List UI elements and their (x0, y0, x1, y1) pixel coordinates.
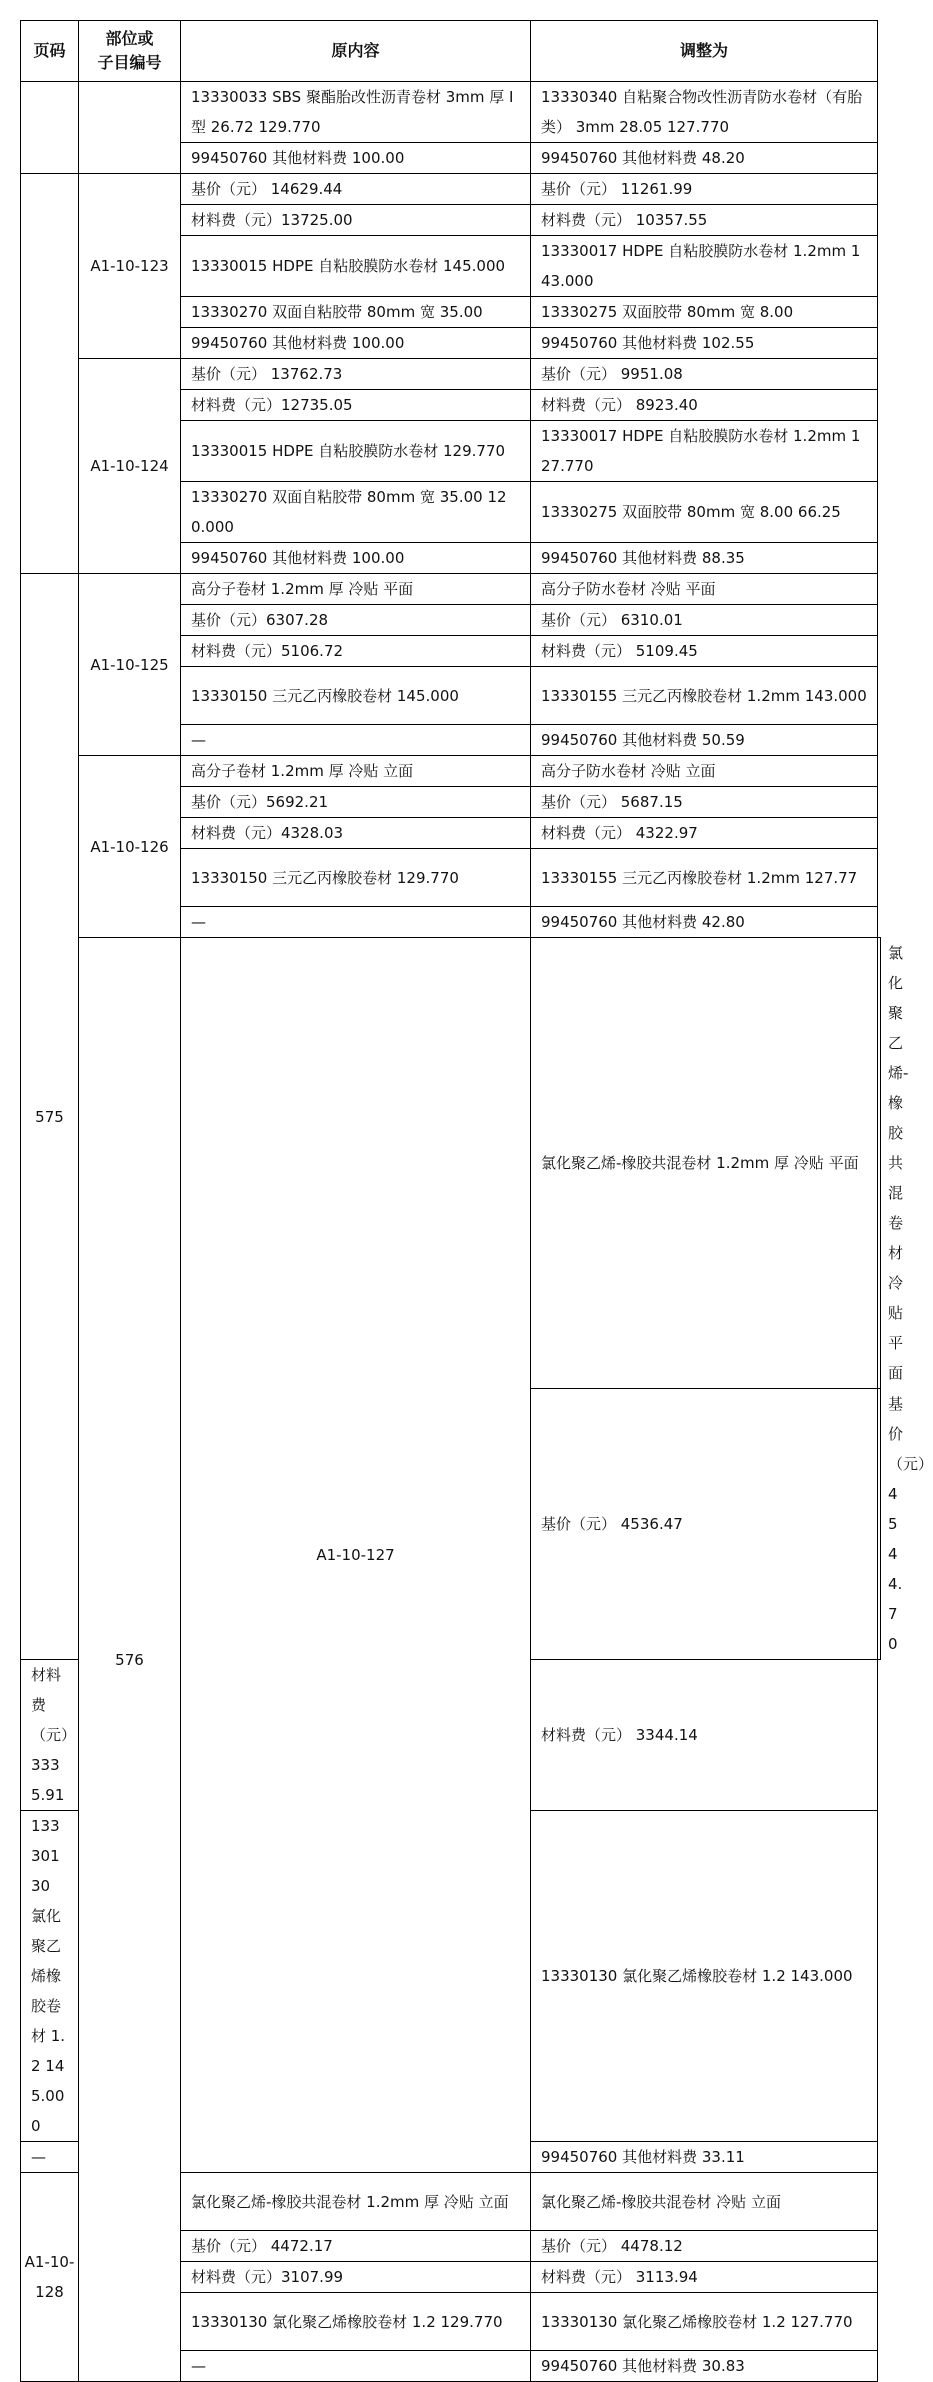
original-cell: 基价（元） 4472.17 (181, 2231, 531, 2262)
adjusted-cell: 基价（元） 5687.15 (531, 787, 878, 818)
adjusted-cell: 基价（元） 4544.70 (878, 1389, 881, 1660)
adjusted-cell: 13330340 自粘聚合物改性沥青防水卷材（有胎类） 3mm 28.05 127.770 (531, 82, 878, 143)
adjusted-cell: 材料费（元） 8923.40 (531, 390, 878, 421)
original-cell: 材料费（元）4328.03 (181, 818, 531, 849)
code-cell: A1-10-126 (79, 756, 181, 938)
original-cell: 13330015 HDPE 自粘胶膜防水卷材 145.000 (181, 236, 531, 297)
adjustment-table (20, 20, 933, 2382)
original-cell: 材料费（元）3107.99 (181, 2262, 531, 2293)
adjusted-cell: 13330130 氯化聚乙烯橡胶卷材 1.2 127.770 (531, 2293, 878, 2351)
original-cell: — (181, 907, 531, 938)
original-cell: 材料费（元）3335.91 (21, 1660, 79, 1811)
page-cell: 575 (21, 574, 79, 1660)
original-cell: 高分子卷材 1.2mm 厚 冷贴 立面 (181, 756, 531, 787)
adjusted-cell: 材料费（元） 4322.97 (531, 818, 878, 849)
adjusted-cell: 99450760 其他材料费 30.83 (531, 2351, 878, 2382)
header-part-line: 部位或 (105, 29, 154, 48)
adjusted-cell: 材料费（元） 10357.55 (531, 205, 878, 236)
adjusted-cell: 99450760 其他材料费 48.20 (531, 143, 878, 174)
adjusted-cell: 高分子防水卷材 冷贴 立面 (531, 756, 878, 787)
table-row (21, 82, 881, 143)
adjusted-cell: 99450760 其他材料费 42.80 (531, 907, 878, 938)
adjusted-cell: 高分子防水卷材 冷贴 平面 (531, 574, 878, 605)
adjusted-cell: 13330275 双面胶带 80mm 宽 8.00 66.25 (531, 482, 878, 543)
original-cell: 基价（元） 14629.44 (181, 174, 531, 205)
original-cell: — (181, 725, 531, 756)
code-cell (79, 82, 181, 174)
header-page: 页码 (21, 21, 79, 82)
code-cell: A1-10-127 (181, 938, 531, 2173)
original-cell: 氯化聚乙烯-橡胶共混卷材 1.2mm 厚 冷贴 立面 (181, 2173, 531, 2231)
table-row (21, 174, 881, 205)
table-header-row (21, 21, 881, 82)
adjusted-cell: 氯化聚乙烯-橡胶共混卷材 冷贴 平面 (878, 938, 881, 1389)
table-row (21, 574, 881, 605)
original-cell: 13330130 氯化聚乙烯橡胶卷材 1.2 129.770 (181, 2293, 531, 2351)
adjusted-cell: 基价（元） 9951.08 (531, 359, 878, 390)
adjusted-cell: 材料费（元） 5109.45 (531, 636, 878, 667)
header-original: 原内容 (181, 21, 531, 82)
adjusted-cell: 13330275 双面胶带 80mm 宽 8.00 (531, 297, 878, 328)
original-cell: 99450760 其他材料费 100.00 (181, 328, 531, 359)
original-cell: 基价（元） 4536.47 (531, 1389, 878, 1660)
header-adjusted: 调整为 (531, 21, 878, 82)
adjusted-cell: 氯化聚乙烯-橡胶共混卷材 冷贴 立面 (531, 2173, 878, 2231)
page-cell (21, 82, 79, 174)
original-cell: 13330130 氯化聚乙烯橡胶卷材 1.2 145.000 (21, 1811, 79, 2142)
original-cell: 13330270 双面自粘胶带 80mm 宽 35.00 (181, 297, 531, 328)
original-cell: 材料费（元）12735.05 (181, 390, 531, 421)
original-cell: 13330150 三元乙丙橡胶卷材 129.770 (181, 849, 531, 907)
original-cell: 基价（元）6307.28 (181, 605, 531, 636)
original-cell: 99450760 其他材料费 100.00 (181, 143, 531, 174)
header-part (79, 21, 181, 82)
original-cell: — (21, 2142, 79, 2173)
adjusted-cell: 基价（元） 11261.99 (531, 174, 878, 205)
original-cell: 13330015 HDPE 自粘胶膜防水卷材 129.770 (181, 421, 531, 482)
page-cell: 576 (79, 938, 181, 2382)
original-cell: 13330033 SBS 聚酯胎改性沥青卷材 3mm 厚 I 型 26.72 129.770 (181, 82, 531, 143)
original-cell: 氯化聚乙烯-橡胶共混卷材 1.2mm 厚 冷贴 平面 (531, 938, 878, 1389)
original-cell: 材料费（元）13725.00 (181, 205, 531, 236)
original-cell: 高分子卷材 1.2mm 厚 冷贴 平面 (181, 574, 531, 605)
adjusted-cell: 材料费（元） 3344.14 (531, 1660, 878, 1811)
original-cell: 13330150 三元乙丙橡胶卷材 145.000 (181, 667, 531, 725)
table-row (21, 756, 881, 787)
original-cell: 基价（元） 13762.73 (181, 359, 531, 390)
adjusted-cell: 基价（元） 6310.01 (531, 605, 878, 636)
adjusted-cell: 99450760 其他材料费 33.11 (531, 2142, 878, 2173)
adjusted-cell: 材料费（元） 3113.94 (531, 2262, 878, 2293)
adjusted-cell: 99450760 其他材料费 50.59 (531, 725, 878, 756)
header-part-line: 子目编号 (97, 53, 162, 72)
adjusted-cell: 99450760 其他材料费 88.35 (531, 543, 878, 574)
adjusted-cell: 13330155 三元乙丙橡胶卷材 1.2mm 127.77 (531, 849, 878, 907)
code-cell: A1-10-128 (21, 2173, 79, 2382)
adjustment-table-sheet (20, 20, 933, 2382)
adjusted-cell: 13330017 HDPE 自粘胶膜防水卷材 1.2mm 127.770 (531, 421, 878, 482)
original-cell: 99450760 其他材料费 100.00 (181, 543, 531, 574)
code-cell: A1-10-123 (79, 174, 181, 359)
original-cell: 13330270 双面自粘胶带 80mm 宽 35.00 120.000 (181, 482, 531, 543)
adjusted-cell: 13330130 氯化聚乙烯橡胶卷材 1.2 143.000 (531, 1811, 878, 2142)
code-cell: A1-10-124 (79, 359, 181, 574)
code-cell: A1-10-125 (79, 574, 181, 756)
table-row (21, 938, 881, 1389)
adjusted-cell: 13330155 三元乙丙橡胶卷材 1.2mm 143.000 (531, 667, 878, 725)
table-body (21, 82, 933, 2382)
original-cell: — (181, 2351, 531, 2382)
adjusted-cell: 13330017 HDPE 自粘胶膜防水卷材 1.2mm 143.000 (531, 236, 878, 297)
original-cell: 基价（元）5692.21 (181, 787, 531, 818)
adjusted-cell: 99450760 其他材料费 102.55 (531, 328, 878, 359)
table-row (21, 359, 881, 390)
page-cell (21, 174, 79, 574)
original-cell: 材料费（元）5106.72 (181, 636, 531, 667)
adjusted-cell: 基价（元） 4478.12 (531, 2231, 878, 2262)
